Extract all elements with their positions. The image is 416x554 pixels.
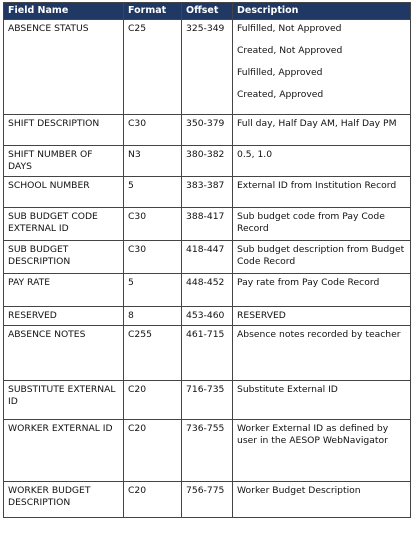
field-name-cell: ABSENCE STATUS: [4, 20, 124, 115]
field-name-cell: PAY RATE: [4, 274, 124, 307]
format-cell: 5: [124, 177, 182, 208]
header-format: Format: [124, 3, 182, 20]
field-name-cell: WORKER EXTERNAL ID: [4, 420, 124, 482]
offset-cell: 453-460: [182, 307, 233, 326]
table-row: [4, 326, 411, 381]
field-name-cell: SCHOOL NUMBER: [4, 177, 124, 208]
format-cell: C20: [124, 482, 182, 518]
field-name-cell: SUB BUDGET CODE EXTERNAL ID: [4, 208, 124, 241]
table-row: [4, 420, 411, 482]
format-cell: 8: [124, 307, 182, 326]
offset-cell: 736-755: [182, 420, 233, 482]
description-cell: Worker External ID as defined by user in the AESOP WebNavigator: [233, 420, 411, 482]
offset-cell: 716-735: [182, 381, 233, 420]
field-name-cell: SHIFT DESCRIPTION: [4, 115, 124, 146]
field-name-cell: SUBSTITUTE EXTERNAL ID: [4, 381, 124, 420]
field-name-cell: RESERVED: [4, 307, 124, 326]
offset-cell: 388-417: [182, 208, 233, 241]
format-cell: C20: [124, 381, 182, 420]
offset-cell: 461-715: [182, 326, 233, 381]
field-name-cell: SHIFT NUMBER OF DAYS: [4, 146, 124, 177]
header-offset: Offset: [182, 3, 233, 20]
header-field-name: Field Name: [4, 3, 124, 20]
description-cell: 0.5, 1.0: [233, 146, 411, 177]
table-row: [4, 307, 411, 326]
description-line: Created, Approved: [237, 89, 324, 100]
field-name-cell: SUB BUDGET DESCRIPTION: [4, 241, 124, 274]
description-line: Fulfilled, Approved: [237, 67, 323, 78]
table-row: [4, 20, 411, 115]
format-cell: C30: [124, 241, 182, 274]
field-name-cell: WORKER BUDGET DESCRIPTION: [4, 482, 124, 518]
table-row: [4, 146, 411, 177]
table-row: [4, 115, 411, 146]
format-cell: C20: [124, 420, 182, 482]
format-cell: C25: [124, 20, 182, 115]
format-cell: C30: [124, 115, 182, 146]
description-cell: [233, 20, 411, 115]
description-line: Created, Not Approved: [237, 45, 343, 56]
description-cell: Sub budget code from Pay Code Record: [233, 208, 411, 241]
offset-cell: 380-382: [182, 146, 233, 177]
table-row: [4, 274, 411, 307]
offset-cell: 418-447: [182, 241, 233, 274]
description-cell: Substitute External ID: [233, 381, 411, 420]
description-cell: Absence notes recorded by teacher: [233, 326, 411, 381]
description-cell: RESERVED: [233, 307, 411, 326]
table-row: [4, 482, 411, 518]
offset-cell: 448-452: [182, 274, 233, 307]
table-header-row: [4, 3, 411, 20]
offset-cell: 325-349: [182, 20, 233, 115]
description-cell: Pay rate from Pay Code Record: [233, 274, 411, 307]
format-cell: C255: [124, 326, 182, 381]
description-cell: Sub budget description from Budget Code Record: [233, 241, 411, 274]
format-cell: N3: [124, 146, 182, 177]
description-cell: Full day, Half Day AM, Half Day PM: [233, 115, 411, 146]
offset-cell: 383-387: [182, 177, 233, 208]
table-row: [4, 241, 411, 274]
description-cell: External ID from Institution Record: [233, 177, 411, 208]
field-name-cell: ABSENCE NOTES: [4, 326, 124, 381]
table-row: [4, 208, 411, 241]
table-row: [4, 177, 411, 208]
format-cell: 5: [124, 274, 182, 307]
offset-cell: 756-775: [182, 482, 233, 518]
offset-cell: 350-379: [182, 115, 233, 146]
field-layout-table: [3, 2, 411, 518]
table-row: [4, 381, 411, 420]
header-description: Description: [233, 3, 411, 20]
description-line: Fulfilled, Not Approved: [237, 23, 342, 34]
format-cell: C30: [124, 208, 182, 241]
description-cell: Worker Budget Description: [233, 482, 411, 518]
